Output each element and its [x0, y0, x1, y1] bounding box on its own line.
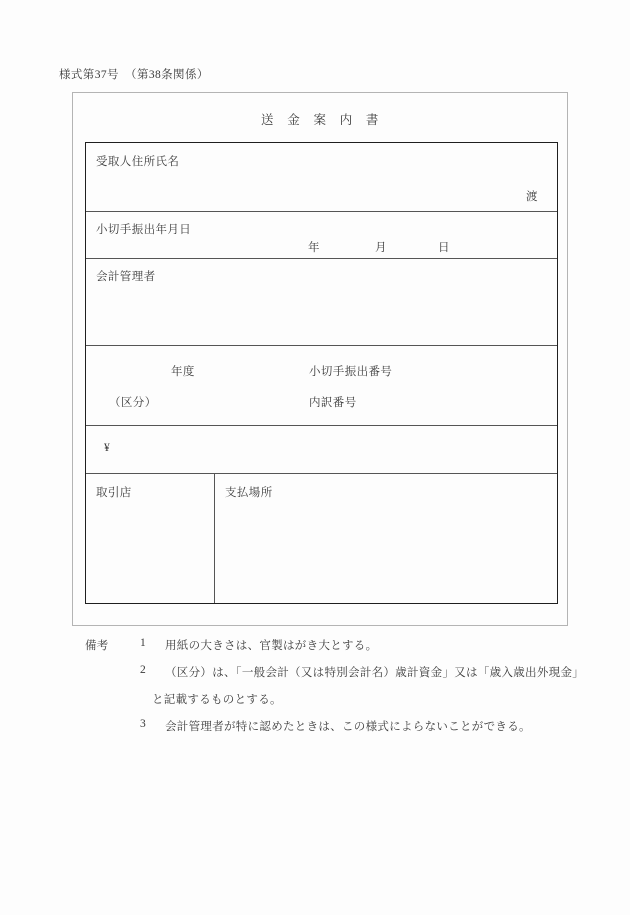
accounting-manager-label: 会計管理者 — [96, 271, 156, 283]
remark-item-3 — [0, 718, 630, 745]
day-unit-label: 日 — [438, 242, 450, 254]
year-unit-label: 年 — [308, 242, 320, 254]
month-unit-label: 月 — [375, 242, 387, 254]
remark-number-3: 3 — [140, 718, 147, 730]
remarks-section — [0, 637, 630, 745]
remark-item-2-continuation — [0, 691, 630, 718]
remark-text-1: 用紙の大きさは、官製はがき大とする。 — [165, 640, 378, 652]
remarks-heading: 備考 — [85, 640, 109, 652]
remark-continuation-2: と記載するものとする。 — [152, 694, 282, 706]
remark-text-3: 会計管理者が特に認めたときは、この様式によらないことができる。 — [165, 721, 531, 733]
recipient-suffix-watashi: 渡 — [526, 191, 538, 203]
row-accounting-manager — [86, 259, 557, 346]
check-issue-number-label: 小切手振出番号 — [309, 366, 393, 378]
form-number: 様式第37号 （第38条関係） — [59, 69, 209, 81]
row-amount — [86, 426, 557, 474]
remark-item-1 — [0, 637, 630, 664]
page-title: 送 金 案 内 書 — [261, 113, 379, 127]
classification-label: （区分） — [109, 397, 157, 409]
remark-item-2 — [0, 664, 630, 691]
issue-date-label: 小切手振出年月日 — [96, 224, 192, 236]
transaction-branch-label: 取引店 — [96, 487, 132, 499]
fiscal-year-label: 年度 — [171, 366, 195, 378]
breakdown-number-label: 内訳番号 — [309, 397, 357, 409]
payment-place-label: 支払場所 — [225, 487, 273, 499]
row-numbers — [86, 346, 557, 426]
remittance-form-table — [85, 142, 558, 604]
row-issue-date — [86, 212, 557, 259]
currency-symbol-yen: ¥ — [104, 442, 111, 454]
branch-column-divider — [214, 474, 215, 603]
remark-number-1: 1 — [140, 637, 147, 649]
row-recipient — [86, 143, 557, 212]
remark-number-2: 2 — [140, 664, 147, 676]
remark-text-2: （区分）は、「一般会計（又は特別会計名）歳計資金」又は「歳入歳出外現金」 — [165, 667, 585, 679]
recipient-label: 受取人住所氏名 — [96, 156, 180, 168]
row-branch-payment — [86, 474, 557, 603]
